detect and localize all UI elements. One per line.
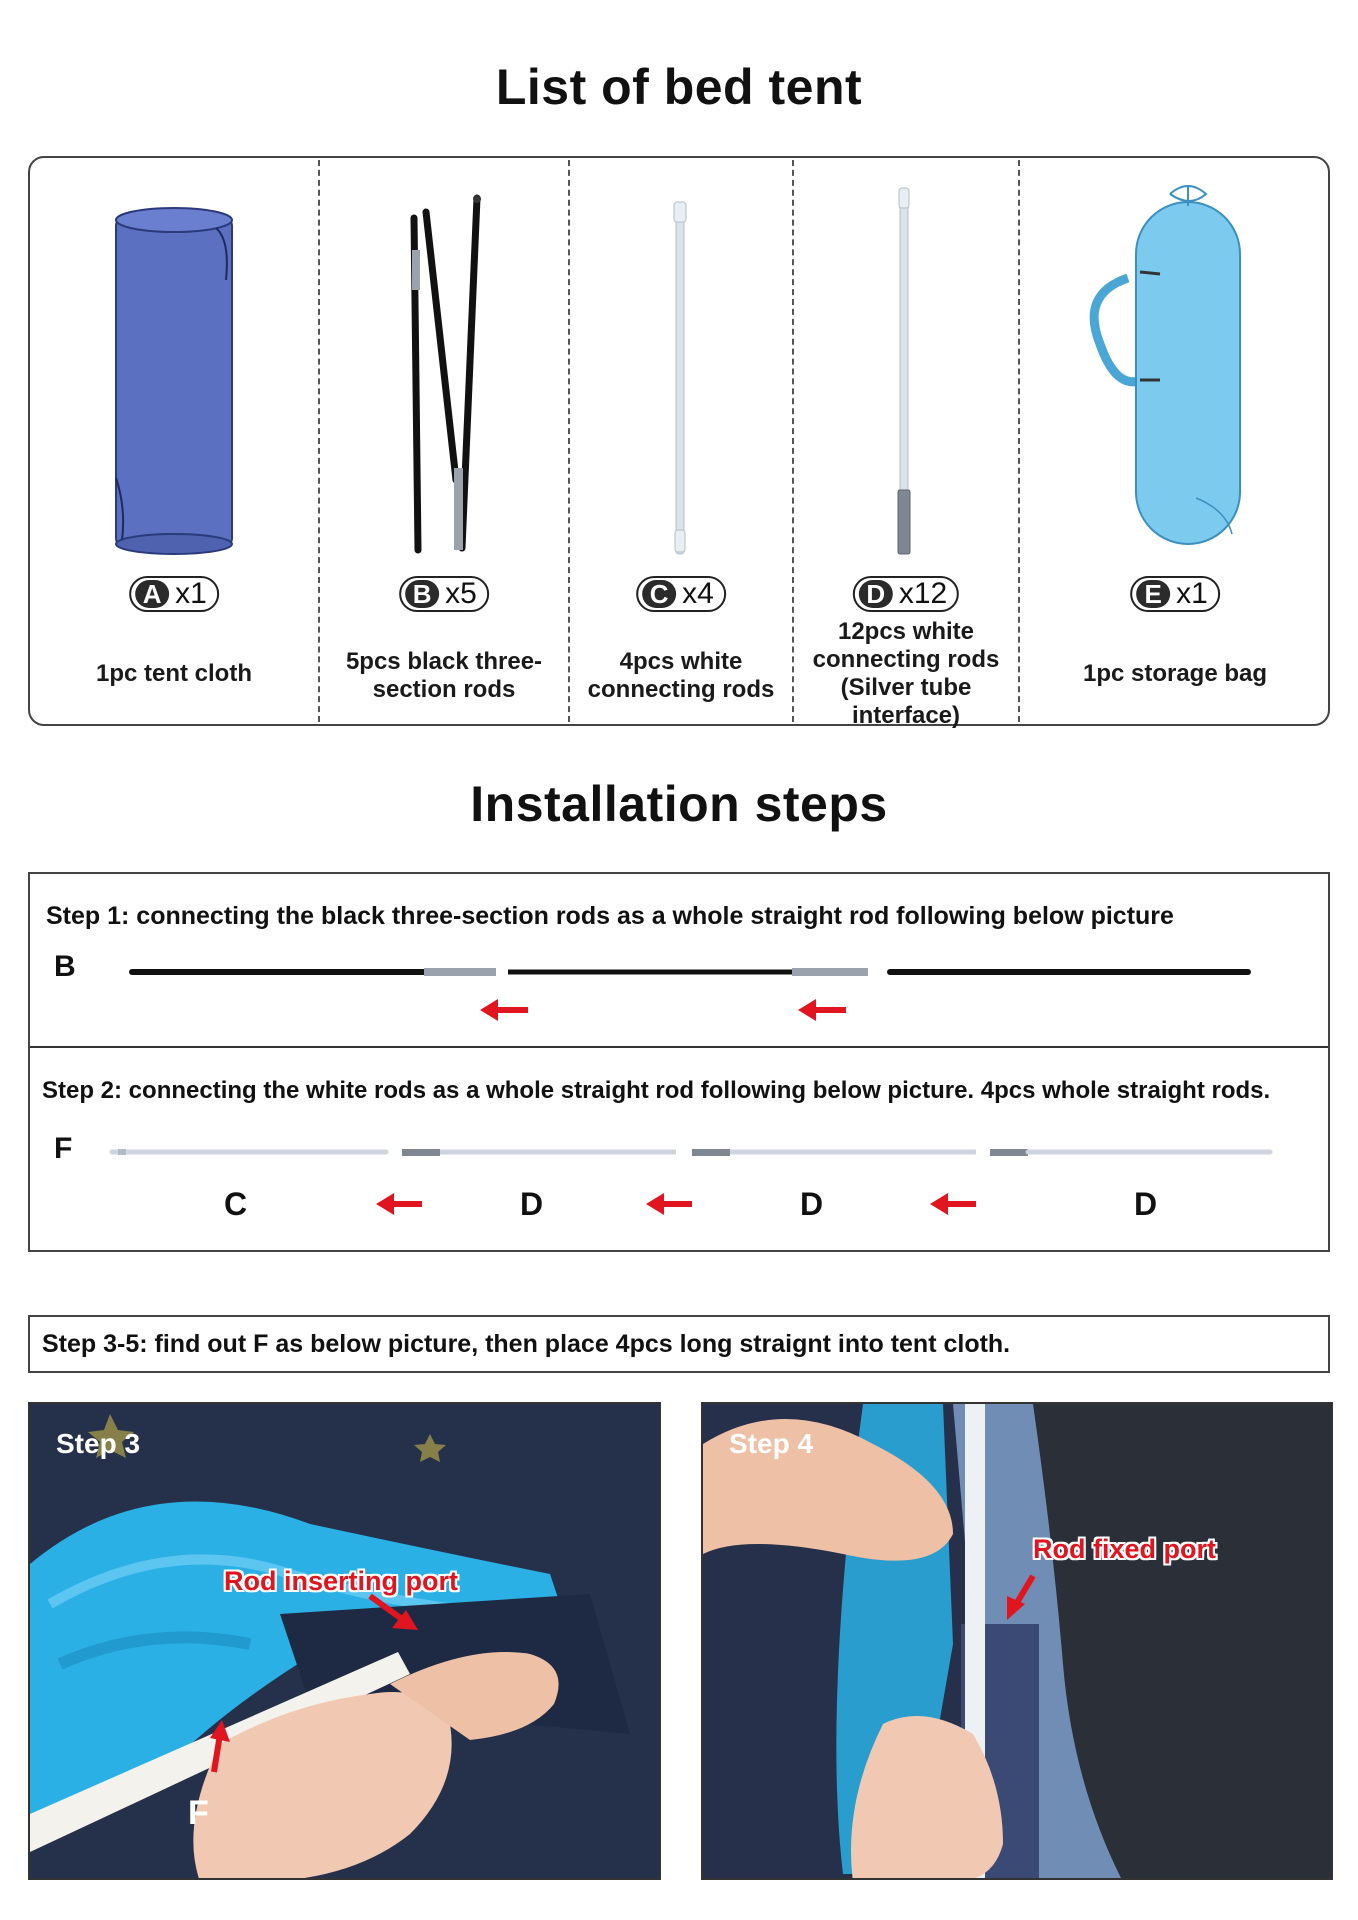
step3-label: Step 3 xyxy=(56,1428,141,1459)
part-b-badge xyxy=(399,576,489,612)
step3-arrows xyxy=(30,1404,661,1880)
part-c-qty: x4 xyxy=(682,577,714,610)
part-b-letter: B xyxy=(405,580,439,608)
rolled-tent-cloth-icon xyxy=(30,168,318,568)
part-e-desc: 1pc storage bag xyxy=(1082,660,1268,687)
rod-inserting-port-callout: Rod inserting port xyxy=(224,1566,458,1596)
step2-rod-tag: F xyxy=(54,1132,73,1165)
part-a xyxy=(30,158,318,724)
part-c-badge xyxy=(636,576,726,612)
part-b-qty: x5 xyxy=(445,577,477,610)
step-3-5-panel xyxy=(28,1315,1330,1373)
segment-label: D xyxy=(520,1186,544,1222)
step1-text: Step 1: connecting the black three-section rods as a whole straight rod following below picture xyxy=(46,902,1174,930)
part-e-letter: E xyxy=(1136,580,1170,608)
steps-1-2-panel xyxy=(28,872,1330,1252)
segment-label: D xyxy=(1134,1186,1158,1222)
white-rod-silver-tube-icon xyxy=(794,168,1018,568)
black-straight-rod xyxy=(132,968,1248,976)
red-arrow-icon xyxy=(376,1193,422,1215)
parts-list-title: List of bed tent xyxy=(495,59,863,115)
red-arrow-icon xyxy=(798,999,846,1021)
part-e-badge xyxy=(1130,576,1220,612)
parts-list-panel xyxy=(28,156,1330,729)
part-a-badge xyxy=(129,576,219,612)
red-arrow-icon xyxy=(480,999,528,1021)
step35-text: Step 3-5: find out F as below picture, then place 4pcs long straignt into tent cloth. xyxy=(42,1330,1011,1358)
step1-rod-tag: B xyxy=(54,950,76,983)
part-e-qty: x1 xyxy=(1176,577,1208,610)
red-arrow-icon xyxy=(1007,1576,1033,1620)
part-c-letter: C xyxy=(642,580,676,608)
part-d-qty: x12 xyxy=(898,577,948,610)
part-d-badge xyxy=(853,576,959,612)
storage-bag-icon xyxy=(1020,168,1330,568)
part-a-letter: A xyxy=(135,580,169,608)
rod-f-label: F xyxy=(188,1794,209,1832)
step-separator xyxy=(30,1046,1328,1048)
red-arrow-icon xyxy=(930,1193,976,1215)
part-a-qty: x1 xyxy=(175,577,207,610)
red-arrow-icon xyxy=(646,1193,692,1215)
segment-label: D xyxy=(800,1186,824,1222)
segment-label: C xyxy=(224,1186,248,1222)
step4-arrows xyxy=(703,1404,1333,1880)
black-folding-rod-icon xyxy=(320,168,568,568)
step3-photo xyxy=(28,1402,661,1880)
installation-steps-title: Installation steps xyxy=(470,776,888,832)
step2-text: Step 2: connecting the white rods as a whole straight rod following below picture. 4pcs whole straight rods. xyxy=(42,1077,1271,1104)
part-d-desc: 12pcs white connecting rods (Silver tube interface) xyxy=(812,618,1000,729)
step4-photo xyxy=(701,1402,1333,1880)
part-e xyxy=(1020,158,1330,724)
white-straight-rod xyxy=(112,1149,1270,1156)
red-arrow-icon xyxy=(210,1720,230,1772)
rod-fixed-port-callout: Rod fixed port xyxy=(1033,1534,1216,1564)
part-b xyxy=(320,158,568,724)
part-b-desc: 5pcs black three-section rods xyxy=(345,648,543,703)
part-c-desc: 4pcs white connecting rods xyxy=(587,648,775,703)
part-c xyxy=(570,158,792,724)
part-a-desc: 1pc tent cloth xyxy=(95,660,252,687)
part-d-letter: D xyxy=(859,580,893,608)
step4-label: Step 4 xyxy=(729,1428,814,1459)
white-rod-icon xyxy=(570,168,792,568)
part-d xyxy=(794,158,1018,729)
red-arrow-icon xyxy=(370,1596,418,1630)
